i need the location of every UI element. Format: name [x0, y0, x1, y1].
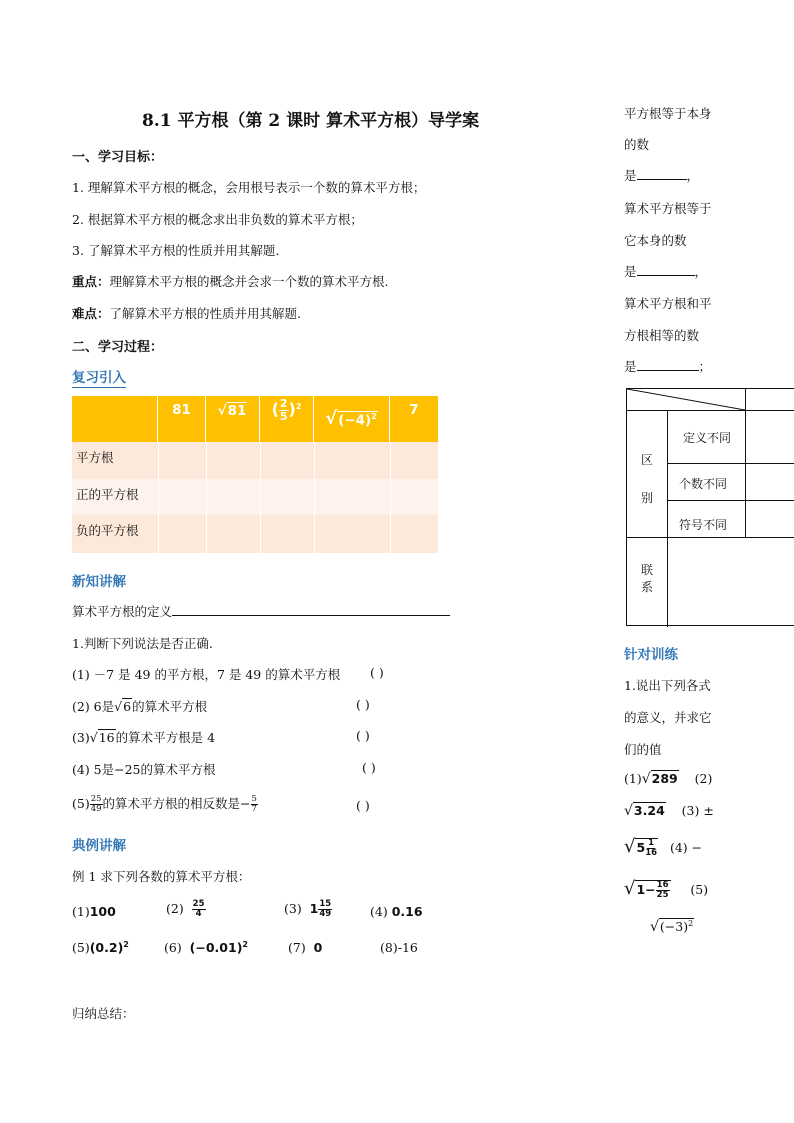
example-7: (7) 0	[288, 940, 323, 955]
new-knowledge-title: 新知讲解	[72, 574, 126, 590]
judge-q5: (5) $\frac{25}{49}$ 的算术平方根的相反数是− $\frac{5}{7}$	[72, 794, 257, 814]
judge-q3-paren[interactable]: ( )	[356, 728, 370, 743]
training-title: 针对训练	[624, 647, 678, 663]
side-line-7: 算术平方根和平	[624, 296, 712, 311]
header-sqrt-neg4-squared: $√(-4)^2$	[314, 396, 390, 442]
page-title: 8.1 平方根（第 2 课时 算术平方根）导学案	[142, 111, 480, 131]
header-sqrt81: √81	[206, 396, 260, 442]
header-7: 7	[409, 402, 419, 418]
key-label: 重点：	[72, 274, 110, 289]
table-divider	[314, 442, 315, 553]
judge-intro: 1.判断下列说法是否正确.	[72, 636, 213, 651]
row-label: 正的平方根	[76, 487, 139, 502]
judge-q2: (2) 6是√6的算术平方根	[72, 699, 208, 714]
example-intro: 例 1 求下列各数的算术平方根：	[72, 869, 251, 884]
section-heading-process: 二、学习过程：	[72, 340, 164, 355]
side-line-6: 是 ，	[624, 264, 708, 279]
example-8: (8)-16	[380, 940, 418, 955]
side-line-3: 是 ，	[624, 168, 700, 183]
side-blank-2[interactable]	[637, 275, 695, 276]
table-divider	[206, 442, 207, 553]
summary-label: 归纳总结：	[72, 1006, 135, 1021]
table-divider	[260, 442, 261, 553]
side-line-8: 方根相等的数	[624, 328, 700, 343]
side-blank-3[interactable]	[637, 370, 699, 371]
goal-3: 3. 了解算术平方根的性质并用其解题.	[72, 243, 280, 258]
definition-blank[interactable]	[172, 615, 450, 616]
header-empty	[72, 396, 158, 442]
table-line	[627, 537, 794, 538]
example-2: (2) $\frac{25}{4}$	[166, 899, 205, 919]
training-p1: (1)√289 (2)	[624, 771, 713, 787]
side-line-4: 算术平方根等于	[624, 201, 712, 216]
diff-text: 了解算术平方根的性质并用其解题.	[109, 306, 301, 321]
review-title: 复习引入	[72, 366, 126, 388]
training-p2: √3.24 (3) ±	[624, 803, 714, 819]
judge-q1-paren[interactable]: ( )	[370, 665, 384, 680]
review-row-positive-root	[72, 479, 438, 515]
judge-q2-paren[interactable]: ( )	[356, 697, 370, 712]
header-diagonal	[627, 389, 745, 411]
header-81: 81	[158, 396, 206, 442]
key-point	[72, 272, 389, 290]
section-heading-goals: 一、学习目标：	[72, 150, 164, 165]
side-blank-1[interactable]	[637, 179, 687, 180]
training-p4: √1− $\frac{16}{25}$ (5)	[624, 878, 709, 900]
table-line	[667, 463, 794, 464]
judge-q5-paren[interactable]: ( )	[356, 798, 370, 813]
label-lian: 联	[641, 563, 654, 577]
example-6: (6) $(-0.01)^2$	[164, 940, 248, 956]
diff-label: 难点：	[72, 306, 110, 321]
example-5: $(5)(0.2)^2$	[72, 940, 129, 956]
judge-q1: (1) －7 是 49 的平方根，7 是 49 的算术平方根	[72, 667, 341, 682]
example-3: (3) 1 $\frac{15}{49}$	[284, 899, 332, 919]
review-row-square-root	[72, 442, 438, 479]
row-definition-diff: 定义不同	[683, 431, 732, 445]
row-sign-diff: 符号不同	[679, 518, 728, 532]
difficult-point	[72, 304, 301, 322]
example-title: 典例讲解	[72, 838, 126, 854]
side-line-5: 它本身的数	[624, 233, 687, 248]
review-row-negative-root	[72, 515, 438, 553]
definition-line: 算术平方根的定义	[72, 602, 450, 620]
side-line-2: 的数	[624, 137, 650, 152]
table-divider	[158, 442, 159, 553]
label-xi: 系	[641, 580, 654, 594]
goal-2: 2. 根据算术平方根的概念求出非负数的算术平方根；	[72, 212, 363, 227]
example-4: (4) 0.16	[370, 904, 423, 919]
training-intro-1: 1.说出下列各式	[624, 678, 711, 693]
training-p3: √5 $\frac{1}{16}$ (4) −	[624, 836, 703, 858]
goal-1: 1. 理解算术平方根的概念，会用根号表示一个数的算术平方根；	[72, 180, 426, 195]
table-line	[667, 410, 668, 627]
example-1: (1)100	[72, 904, 116, 919]
table-divider	[390, 442, 391, 553]
table-line	[667, 500, 794, 501]
side-line-9: 是 ；	[624, 359, 712, 374]
judge-q4-paren[interactable]: ( )	[362, 760, 376, 775]
side-line-1: 平方根等于本身	[624, 106, 712, 121]
training-intro-3: 们的值	[624, 742, 662, 757]
key-text: 理解算术平方根的概念并会求一个数的算术平方根.	[109, 274, 389, 289]
row-label: 平方根	[76, 450, 114, 465]
judge-q3: (3)√16的算术平方根是 4	[72, 730, 216, 745]
label-qu: 区	[641, 453, 654, 467]
training-p5: $√(-3)^2$	[650, 919, 694, 936]
comparison-table	[626, 388, 794, 626]
judge-q4: (4) 5是−25的算术平方根	[72, 762, 216, 777]
label-bie: 别	[641, 491, 654, 505]
row-count-diff: 个数不同	[679, 477, 728, 491]
header-frac-squared: ( $\frac{2}{5}$ )$^2$	[260, 396, 314, 442]
row-label: 负的平方根	[76, 523, 139, 538]
training-intro-2: 的意义，并求它	[624, 710, 712, 725]
review-table	[72, 396, 438, 553]
review-table-header	[72, 396, 438, 442]
